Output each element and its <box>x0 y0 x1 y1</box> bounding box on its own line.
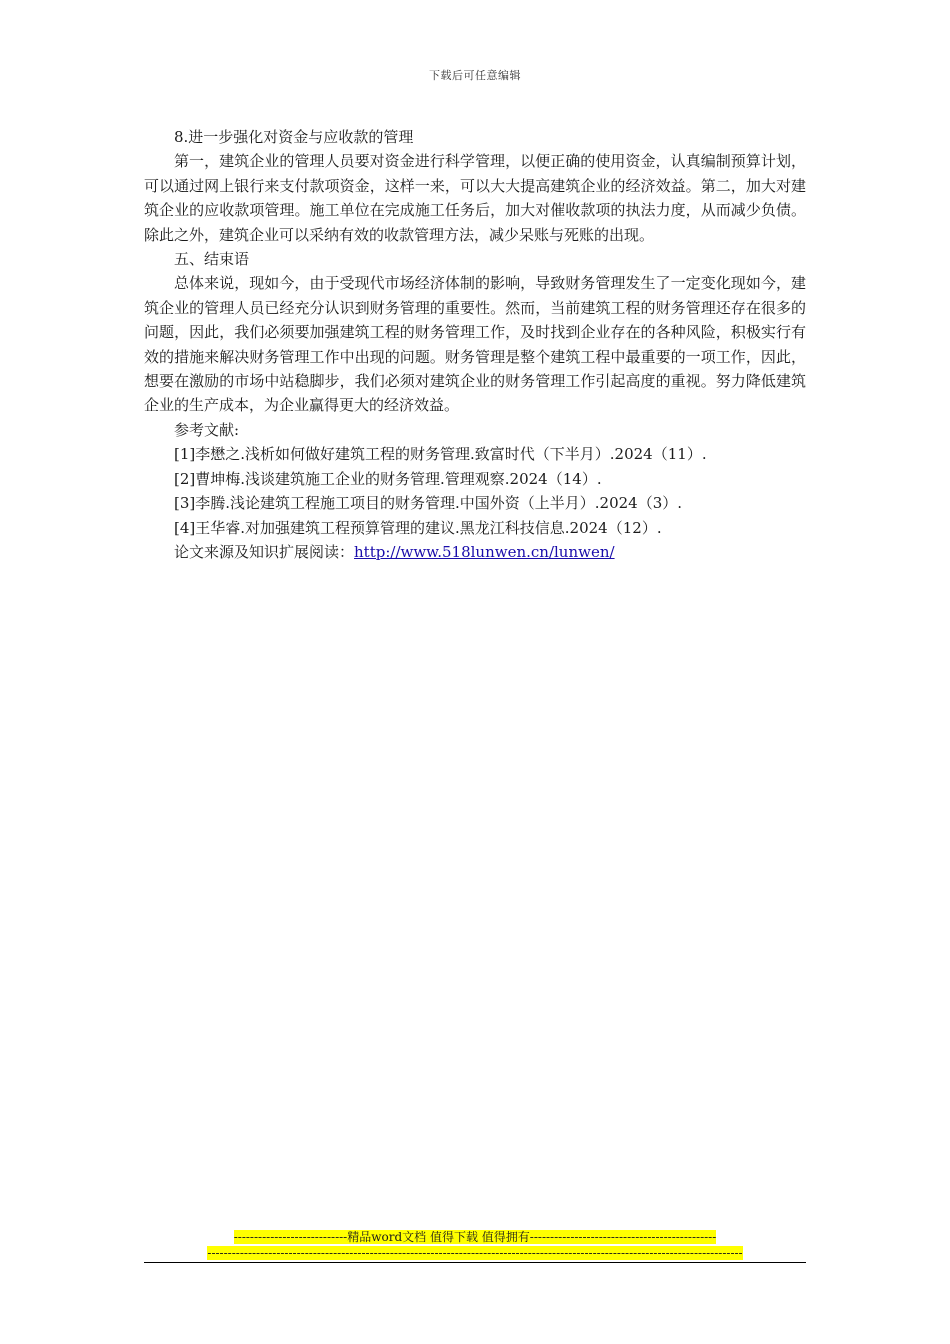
reference-item: [4]王华睿.对加强建筑工程预算管理的建议.黑龙江科技信息.2024（12）. <box>174 518 662 537</box>
header-note: 下载后可任意编辑 <box>429 69 521 82</box>
footer-banner <box>144 1229 806 1261</box>
footer-line-2 <box>144 1245 806 1261</box>
conclusion-title: 五、结束语 <box>174 250 250 269</box>
reference-item: [3]李腾.浅论建筑工程施工项目的财务管理.中国外资（上半月）.2024（3）. <box>174 494 683 513</box>
footer-highlight-2: ------------------------------------------------------------------------------------------------------------------------------------ <box>207 1246 743 1260</box>
footer-rule <box>144 1262 806 1263</box>
reference-item: [1]李懋之.浅析如何做好建筑工程的财务管理.致富时代（下半月）.2024（11）. <box>174 445 707 464</box>
document-body <box>144 125 806 564</box>
conclusion-paragraph: 总体来说，现如今，由于受现代市场经济体制的影响，导致财务管理发生了一定变化现如今，建筑企业的管理人员已经充分认识到财务管理的重要性。然而，当前建筑工程的财务管理还存在很多的问题，因此，我们必须要加强建筑工程的财务管理工作，及时找到企业存在的各种风险，积极实行有效的措施来解决财务管理工作中出现的问题。财务管理是整个建筑工程中最重要的一项工作，因此，想要在激励的市场中站稳脚步，我们必须对建筑企业的财务管理工作引起高度的重视。努力降低建筑企业的生产成本，为企业赢得更大的经济效益。 <box>144 274 806 415</box>
footer-line-1 <box>144 1229 806 1245</box>
reference-item: [2]曹坤梅.浅谈建筑施工企业的财务管理.管理观察.2024（14）. <box>174 469 602 488</box>
source-label: 论文来源及知识扩展阅读： <box>174 542 355 561</box>
source-link[interactable]: http://www.518lunwen.cn/lunwen/ <box>354 542 615 561</box>
footer-highlight-1: ----------------------------精品word文档 值得下载 值得拥有---------------------------------------------- <box>233 1230 717 1244</box>
source-line <box>144 540 806 564</box>
references-title: 参考文献: <box>174 420 240 439</box>
section-8-title: 8.进一步强化对资金与应收款的管理 <box>174 128 414 146</box>
section-8-paragraph: 第一，建筑企业的管理人员要对资金进行科学管理，以便正确的使用资金，认真编制预算计划，可以通过网上银行来支付款项资金，这样一来，可以大大提高建筑企业的经济效益。第二，加大对建筑企业的应收款项管理。施工单位在完成施工任务后，加大对催收款项的执法力度，从而减少负债。除此之外，建筑企业可以采纳有效的收款管理方法，减少呆账与死账的出现。 <box>144 152 806 244</box>
